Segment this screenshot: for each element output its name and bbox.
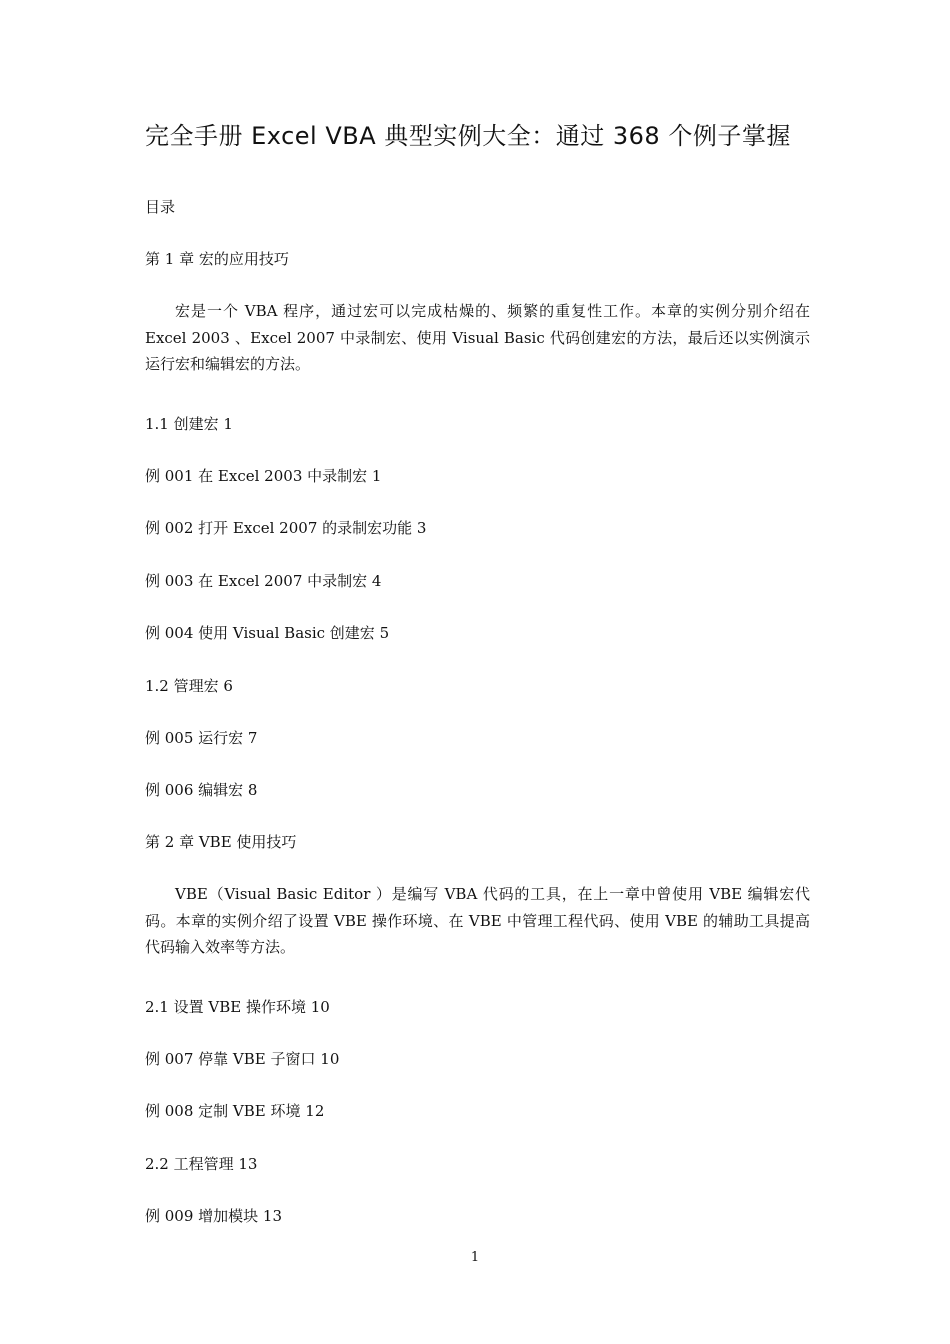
document-title: 完全手册 Excel VBA 典型实例大全：通过 368 个例子掌握: [145, 122, 791, 150]
chapter-1-heading: 第 1 章 宏的应用技巧: [145, 250, 289, 268]
toc-entry: 例 009 增加模块 13: [145, 1207, 283, 1225]
toc-entry: 例 001 在 Excel 2003 中录制宏 1: [145, 467, 382, 485]
toc-entry: 例 007 停靠 VBE 子窗口 10: [145, 1050, 340, 1068]
toc-entry: 例 008 定制 VBE 环境 12: [145, 1102, 325, 1120]
chapter-1-intro: 宏是一个 VBA 程序，通过宏可以完成枯燥的、频繁的重复性工作。本章的实例分别介绍在 Excel 2003 、Excel 2007 中录制宏、使用 Visual Basic 代码创建宏的方法，最后还以实例演示运行宏和编辑宏的方法。: [145, 302, 810, 373]
toc-entry: 2.1 设置 VBE 操作环境 10: [145, 998, 330, 1016]
toc-entry: 2.2 工程管理 13: [145, 1155, 258, 1173]
toc-entry: 例 005 运行宏 7: [145, 729, 258, 747]
toc-entry: 例 002 打开 Excel 2007 的录制宏功能 3: [145, 519, 427, 537]
toc-entry: 例 004 使用 Visual Basic 创建宏 5: [145, 624, 390, 642]
toc-entry: 1.2 管理宏 6: [145, 677, 233, 695]
toc-entry: 例 006 编辑宏 8: [145, 781, 258, 799]
toc-entry: 例 003 在 Excel 2007 中录制宏 4: [145, 572, 382, 590]
chapter-2-heading: 第 2 章 VBE 使用技巧: [145, 833, 297, 851]
page-number: 1: [470, 1250, 480, 1265]
chapter-2-intro: VBE（Visual Basic Editor ）是编写 VBA 代码的工具，在上一章中曾使用 VBE 编辑宏代码。本章的实例介绍了设置 VBE 操作环境、在 VBE 中管理工程代码、使用 VBE 的辅助工具提高代码输入效率等方法。: [145, 885, 810, 956]
toc-heading: 目录: [145, 198, 176, 216]
toc-entry: 1.1 创建宏 1: [145, 415, 233, 433]
